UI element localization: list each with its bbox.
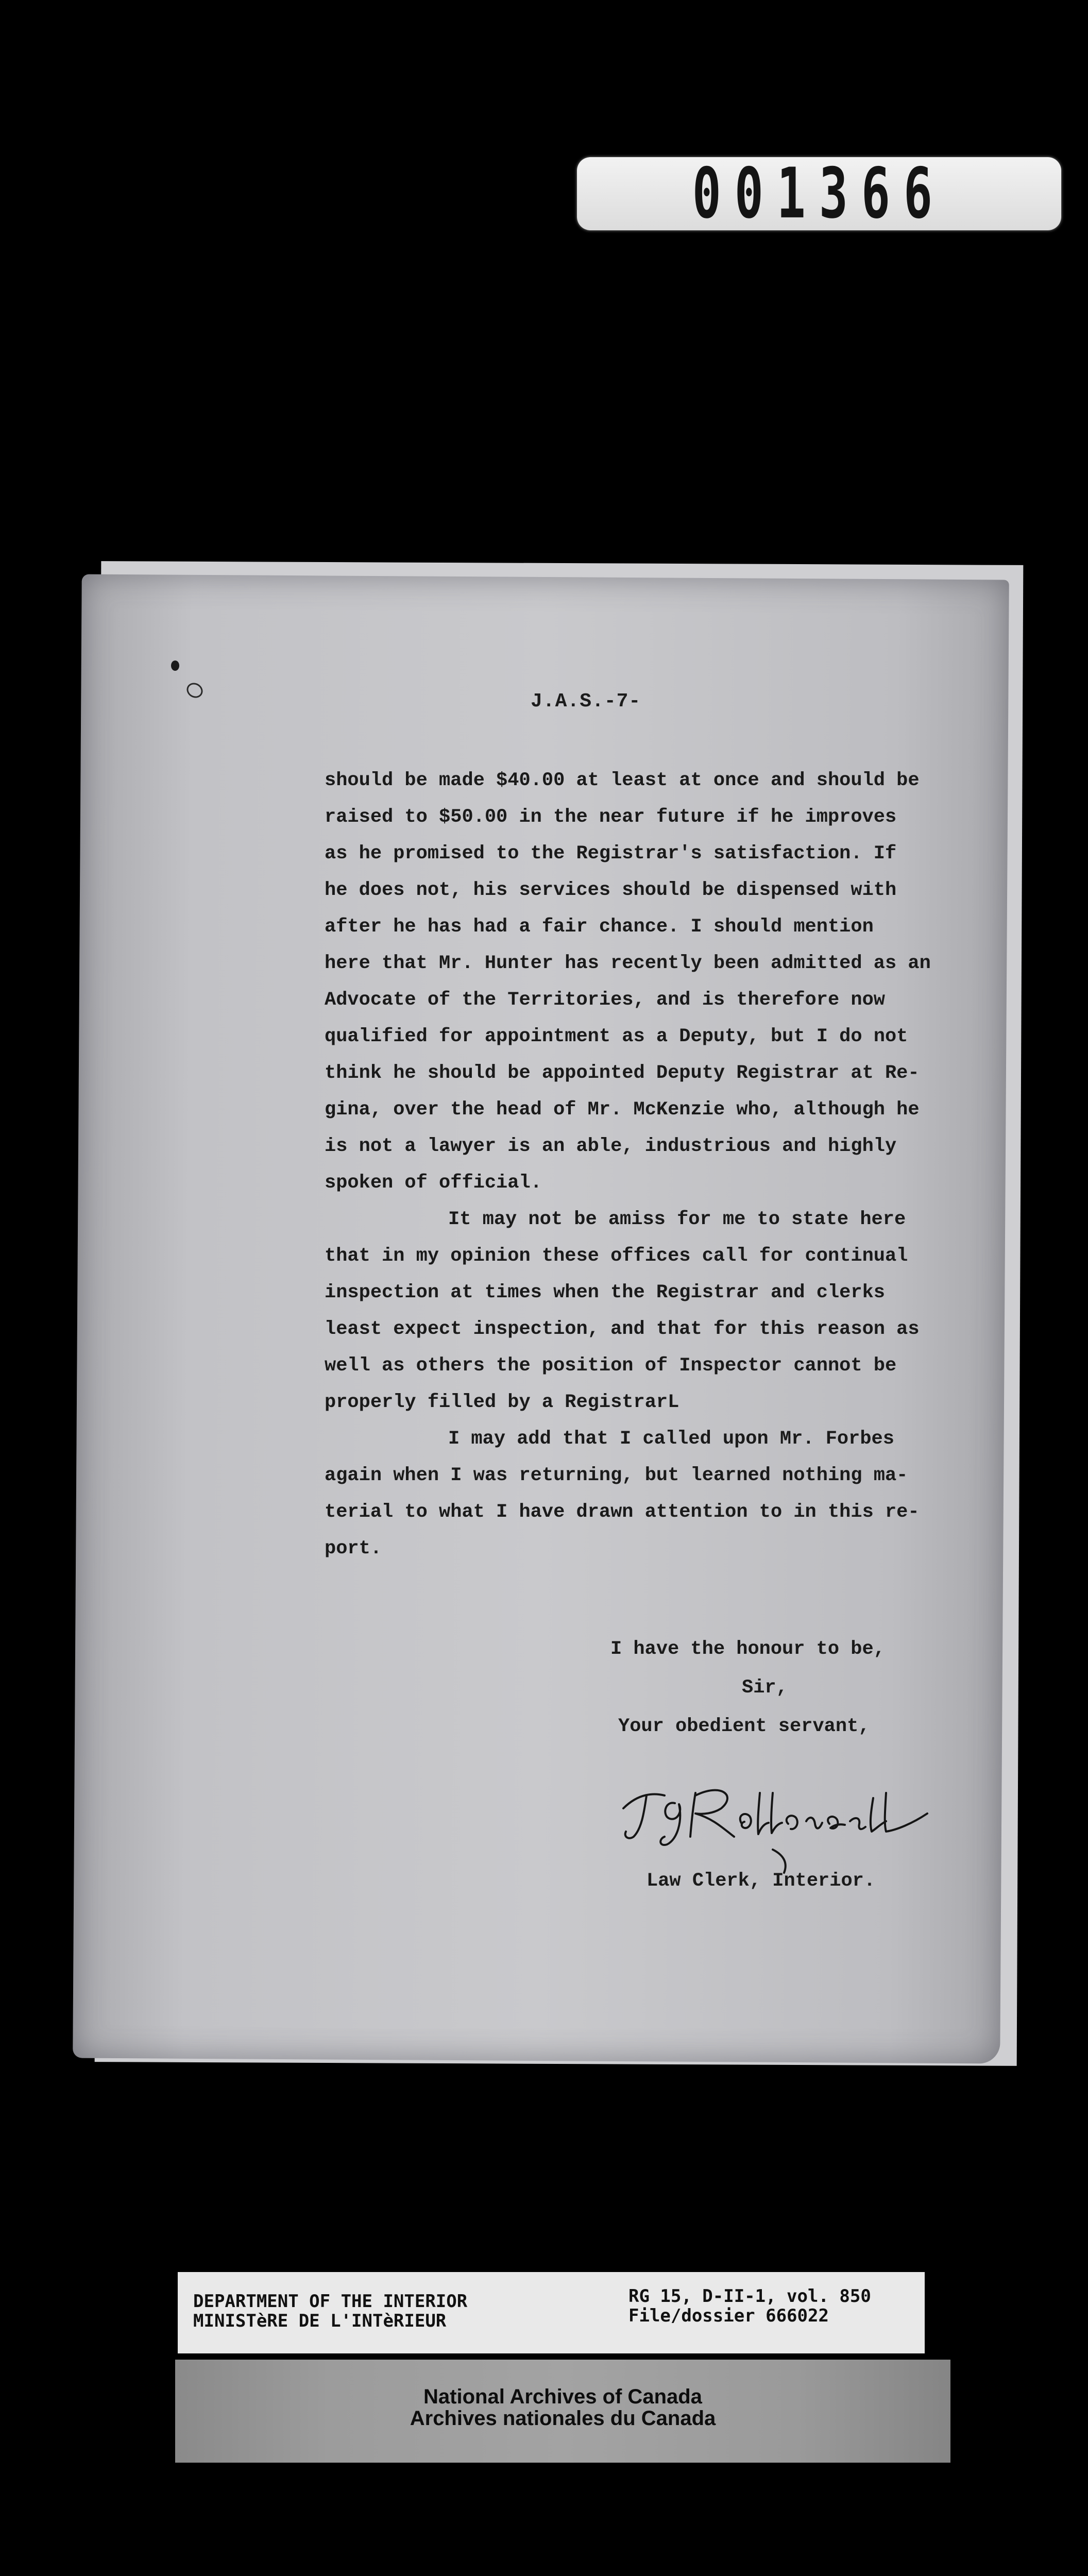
body-line: I may add that I called upon Mr. Forbes [448, 1428, 894, 1450]
body-line: spoken of official. [325, 1172, 542, 1194]
frame-number: 001366 [692, 157, 946, 230]
body-line: should be made $40.00 at least at once and should be [325, 770, 920, 791]
body-line: again when I was returning, but learned nothing ma- [325, 1465, 908, 1486]
department-french: MINISTèRE DE L'INTèRIEUR [193, 2311, 447, 2331]
archive-reference-label [178, 2272, 925, 2353]
body-line: least expect inspection, and that for this reason as [325, 1318, 920, 1340]
body-line: here that Mr. Hunter has recently been admitted as an [325, 953, 931, 974]
body-line: raised to $50.00 in the near future if he improves [325, 806, 897, 828]
body-line: Advocate of the Territories, and is therefore now [325, 989, 885, 1011]
punch-hole-mark [171, 660, 179, 671]
body-line: think he should be appointed Deputy Registrar at Re- [325, 1062, 920, 1084]
closing-honour: I have the honour to be, [610, 1638, 885, 1660]
page-identifier: J.A.S.-7- [531, 690, 641, 713]
body-line: qualified for appointment as a Deputy, but I do not [325, 1026, 908, 1047]
national-archives-banner [175, 2360, 950, 2463]
body-line: after he has had a fair chance. I should mention [325, 916, 874, 938]
record-group-reference: RG 15, D-II-1, vol. 850 [628, 2286, 871, 2307]
department-names [193, 2292, 467, 2331]
body-line: inspection at times when the Registrar and clerks [325, 1282, 885, 1303]
body-line: It may not be amiss for me to state here [448, 1209, 906, 1230]
archives-name-english: National Archives of Canada [423, 2385, 702, 2408]
body-line: terial to what I have drawn attention to in this re- [325, 1501, 920, 1523]
file-reference [628, 2286, 871, 2326]
signature-title: Law Clerk, Interior. [647, 1870, 876, 1892]
body-line: port. [325, 1538, 382, 1560]
body-line: properly filled by a RegistrarL [325, 1392, 679, 1413]
closing-salutation: Sir, [742, 1677, 788, 1699]
department-english: DEPARTMENT OF THE INTERIOR [193, 2291, 468, 2312]
file-dossier-number: File/dossier 666022 [628, 2306, 829, 2326]
body-line: gina, over the head of Mr. McKenzie who, although he [325, 1099, 920, 1121]
body-line: as he promised to the Registrar's satisfaction. If [325, 843, 897, 865]
body-line: well as others the position of Inspector cannot be [325, 1355, 897, 1377]
body-line: that in my opinion these offices call for continual [325, 1245, 908, 1267]
body-line: he does not, his services should be dispensed with [325, 879, 897, 901]
letter-body [325, 762, 968, 1567]
body-line: is not a lawyer is an able, industrious and highly [325, 1136, 897, 1157]
closing-servant: Your obedient servant, [618, 1716, 870, 1737]
archives-name-french: Archives nationales du Canada [410, 2407, 716, 2430]
frame-number-stamp [577, 157, 1061, 230]
handwritten-signature [618, 1772, 938, 1875]
